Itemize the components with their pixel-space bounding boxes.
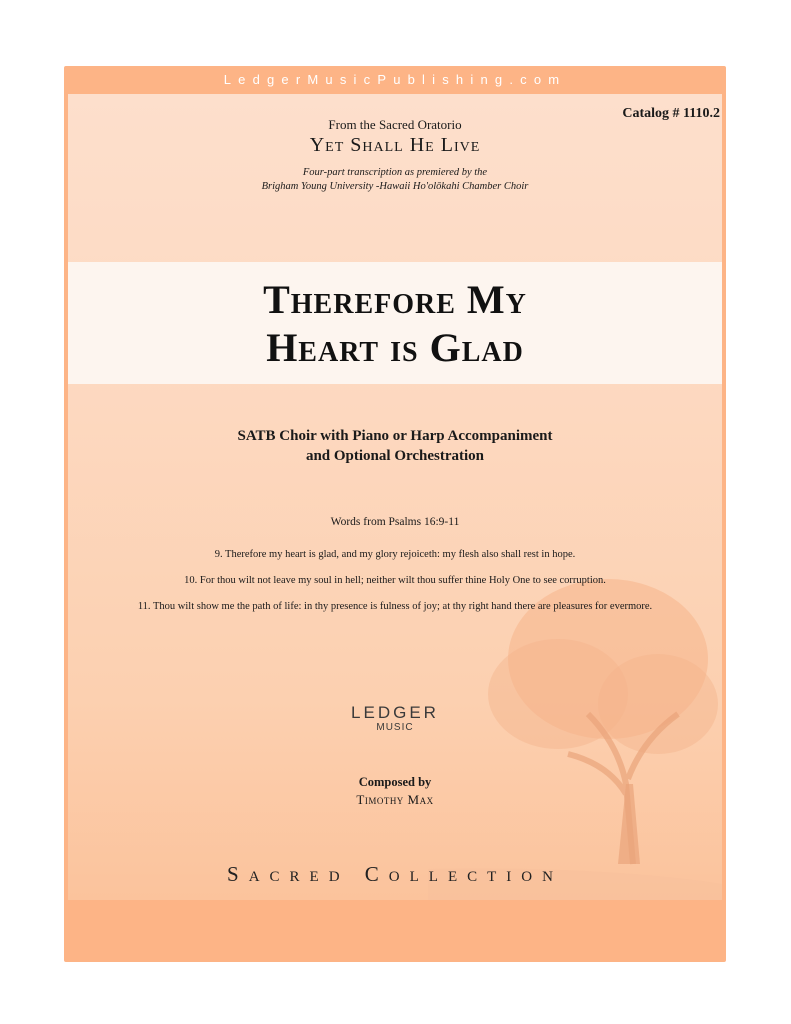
catalog-number: Catalog # 1110.2: [622, 106, 720, 121]
title-line-1: Therefore My: [263, 277, 527, 322]
cover-panel: [68, 94, 722, 900]
title-band: [68, 262, 722, 384]
logo-subtitle: MUSIC: [376, 722, 414, 733]
collection-name: Sacred Collection: [227, 862, 563, 886]
transcription-line-2: Brigham Young University -Hawaii Ho'olōkahi Chamber Choir: [261, 181, 529, 192]
piece-title: [68, 276, 722, 372]
composed-by-label: Composed by: [358, 775, 432, 789]
composer-name: Timothy Max: [356, 792, 434, 807]
verse-9: 9. Therefore my heart is glad, and my glory rejoiceth: my flesh also shall rest in hope.: [214, 549, 576, 560]
oratorio-title: Yet Shall He Live: [309, 134, 481, 156]
site-banner[interactable]: LedgerMusicPublishing.com: [223, 72, 567, 87]
transcription-note: [68, 166, 722, 194]
verse-10: 10. For thou wilt not leave my soul in hell; neither wilt thou suffer thine Holy One to see corruption.: [184, 575, 606, 586]
voicing-line-2: and Optional Orchestration: [305, 448, 485, 464]
voicing: [68, 426, 722, 466]
verse-11: 11. Thou wilt show me the path of life: in thy presence is fulness of joy; at thy right hand there are pleasures for evermore.: [137, 601, 653, 612]
title-line-2: Heart is Glad: [266, 325, 524, 370]
transcription-line-1: Four-part transcription as premiered by the: [302, 167, 488, 178]
voicing-line-1: SATB Choir with Piano or Harp Accompaniment: [237, 428, 553, 444]
ledger-music-logo: [68, 704, 722, 734]
scripture-source: Words from Psalms 16:9-11: [330, 516, 460, 528]
cover: [64, 66, 726, 962]
logo-wordmark: LEDGER: [351, 703, 439, 722]
oratorio-source: From the Sacred Oratorio: [328, 117, 462, 132]
